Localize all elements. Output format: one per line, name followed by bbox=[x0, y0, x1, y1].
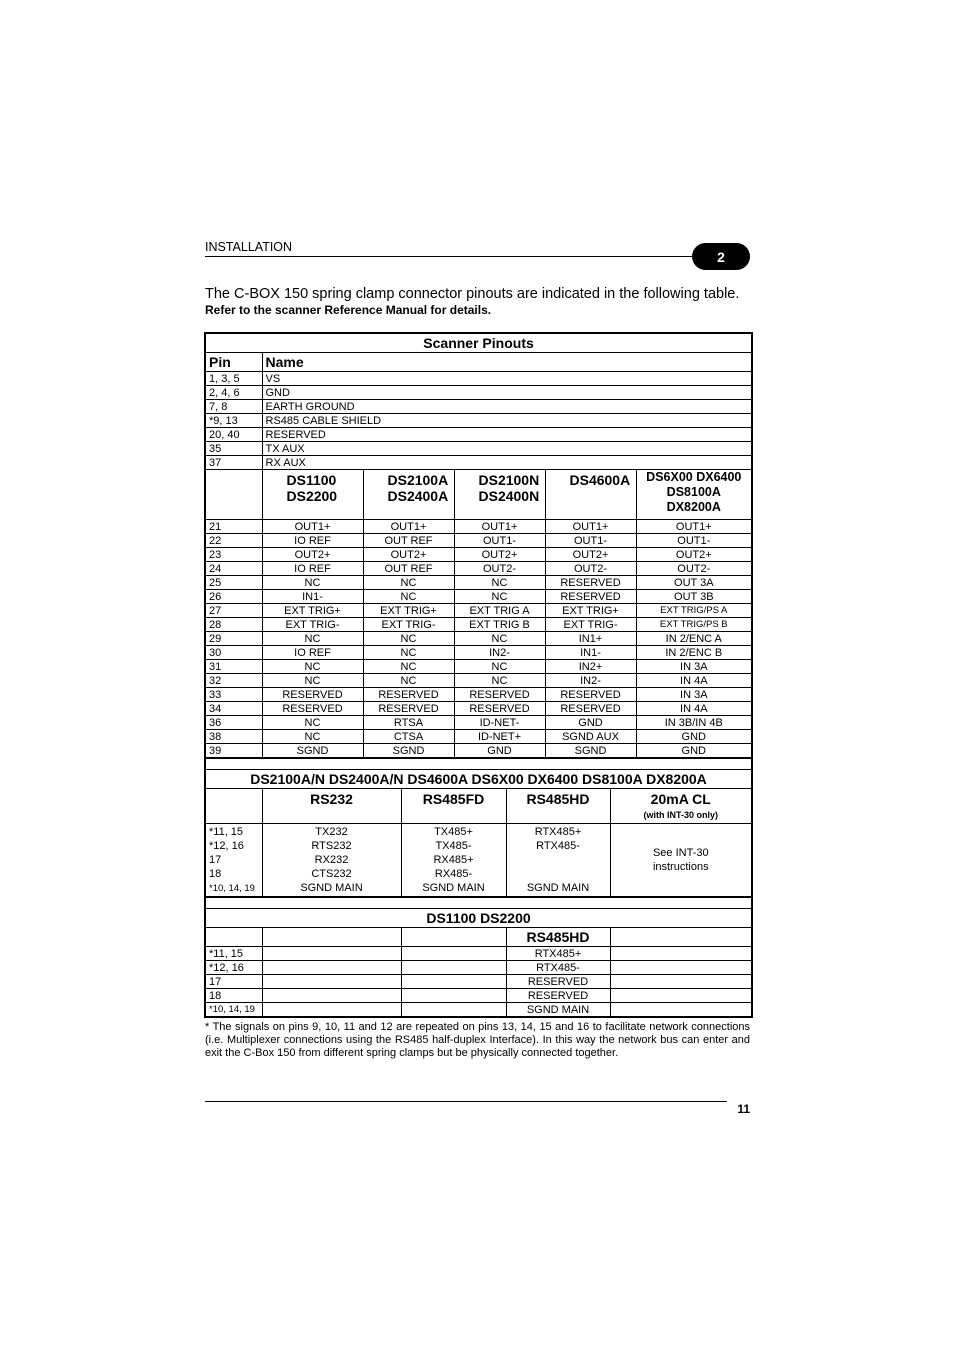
section-header: INSTALLATION bbox=[205, 240, 293, 254]
signal-cell: IN1- bbox=[262, 590, 363, 604]
signal-cell: OUT2- bbox=[454, 562, 545, 576]
table-title: Scanner Pinouts bbox=[205, 333, 752, 353]
footer-rule bbox=[205, 1101, 727, 1102]
group1-title: DS2100A/N DS2400A/N DS4600A DS6X00 DX6400 DS8100A DX8200A bbox=[205, 770, 752, 789]
group1-header-empty bbox=[205, 789, 262, 824]
interface-pinouts-table bbox=[204, 757, 753, 1018]
pin-cell: 29 bbox=[205, 632, 262, 646]
signal-cell: SGND MAIN bbox=[506, 1003, 610, 1018]
signal-cell: SGND bbox=[262, 744, 363, 759]
table-row bbox=[205, 442, 752, 456]
signal-cell: OUT2+ bbox=[262, 548, 363, 562]
table-row bbox=[205, 1003, 752, 1018]
pin-cell: 36 bbox=[205, 716, 262, 730]
signal-cell: NC bbox=[454, 590, 545, 604]
model-name: DS2400A bbox=[387, 488, 449, 504]
cell-line: TX485- bbox=[435, 840, 472, 852]
20ma-text-line1: See INT-30 bbox=[652, 847, 709, 859]
signal-cell: SGND bbox=[363, 744, 454, 759]
table-row bbox=[205, 646, 752, 660]
model-name: DS4600A bbox=[569, 472, 631, 488]
cell-line: SGND MAIN bbox=[300, 882, 363, 894]
cell-line: RTX485- bbox=[536, 840, 580, 852]
table-row bbox=[205, 604, 752, 618]
table-row bbox=[205, 414, 752, 428]
table-row bbox=[205, 590, 752, 604]
table-row bbox=[205, 372, 752, 386]
empty-cell bbox=[610, 947, 752, 961]
model-header-1 bbox=[363, 470, 454, 520]
signal-cell: IN 3B/IN 4B bbox=[636, 716, 752, 730]
pin-cell: 17 bbox=[205, 975, 262, 989]
pin-cell: 34 bbox=[205, 702, 262, 716]
signal-cell: IN 3A bbox=[636, 660, 752, 674]
signal-cell: NC bbox=[262, 632, 363, 646]
empty-cell bbox=[610, 1003, 752, 1018]
table-row bbox=[205, 618, 752, 632]
cell-line: RTS232 bbox=[311, 840, 352, 852]
chapter-badge: 2 bbox=[692, 243, 750, 270]
signal-cell: IN 4A bbox=[636, 674, 752, 688]
signal-cell: OUT 3A bbox=[636, 576, 752, 590]
empty-cell bbox=[401, 961, 506, 975]
group1-pins-cell bbox=[205, 824, 262, 898]
rs485fd-values bbox=[401, 824, 506, 898]
model-name: DS2400N bbox=[478, 488, 540, 504]
signal-cell: IN2- bbox=[454, 646, 545, 660]
signal-cell: RESERVED bbox=[454, 688, 545, 702]
model-header-3 bbox=[545, 470, 636, 520]
pin-cell: 7, 8 bbox=[205, 400, 262, 414]
signal-cell: RESERVED bbox=[363, 688, 454, 702]
group2-rs485hd-header: RS485HD bbox=[506, 928, 610, 947]
cell-line: *10, 14, 19 bbox=[209, 883, 255, 894]
model-header-4 bbox=[636, 470, 752, 520]
signal-cell: RESERVED bbox=[262, 688, 363, 702]
table-row bbox=[205, 674, 752, 688]
signal-cell: IN1- bbox=[545, 646, 636, 660]
pin-cell: 18 bbox=[205, 989, 262, 1003]
empty-cell bbox=[401, 975, 506, 989]
20ma-label: 20mA CL bbox=[650, 791, 711, 807]
signal-cell: RESERVED bbox=[506, 989, 610, 1003]
pin-cell: 27 bbox=[205, 604, 262, 618]
cell-line: CTS232 bbox=[311, 868, 352, 880]
signal-cell: NC bbox=[454, 674, 545, 688]
table-row bbox=[205, 989, 752, 1003]
signal-cell: RESERVED bbox=[545, 576, 636, 590]
signal-cell: RTX485+ bbox=[506, 947, 610, 961]
table-row bbox=[205, 702, 752, 716]
empty-cell bbox=[401, 947, 506, 961]
table-row bbox=[205, 400, 752, 414]
signal-cell: IN 2/ENC B bbox=[636, 646, 752, 660]
signal-cell: RTX485- bbox=[506, 961, 610, 975]
cell-line: RX232 bbox=[314, 854, 349, 866]
signal-cell: OUT REF bbox=[363, 534, 454, 548]
table-row bbox=[205, 961, 752, 975]
name-cell: TX AUX bbox=[262, 442, 752, 456]
pin-cell: 32 bbox=[205, 674, 262, 688]
signal-cell: OUT2+ bbox=[545, 548, 636, 562]
name-cell: RESERVED bbox=[262, 428, 752, 442]
signal-cell: IN 2/ENC A bbox=[636, 632, 752, 646]
signal-cell: IO REF bbox=[262, 646, 363, 660]
group2-header-empty bbox=[401, 928, 506, 947]
signal-cell: OUT2- bbox=[636, 562, 752, 576]
signal-cell: EXT TRIG- bbox=[363, 618, 454, 632]
model-name: DS1100 bbox=[286, 472, 337, 488]
table-row bbox=[205, 716, 752, 730]
signal-cell: NC bbox=[262, 576, 363, 590]
spacer-row bbox=[205, 897, 752, 909]
pin-cell: 24 bbox=[205, 562, 262, 576]
signal-cell: OUT1+ bbox=[545, 520, 636, 534]
table-row bbox=[205, 386, 752, 400]
group2-header-empty bbox=[610, 928, 752, 947]
pin-cell: *9, 13 bbox=[205, 414, 262, 428]
signal-cell: NC bbox=[363, 646, 454, 660]
signal-cell: OUT1+ bbox=[262, 520, 363, 534]
signal-cell: IN 4A bbox=[636, 702, 752, 716]
signal-cell: NC bbox=[454, 632, 545, 646]
signal-cell: NC bbox=[262, 730, 363, 744]
signal-cell: RESERVED bbox=[545, 590, 636, 604]
pin-cell: 39 bbox=[205, 744, 262, 759]
scanner-pinouts-table bbox=[204, 332, 753, 759]
signal-cell: GND bbox=[636, 744, 752, 759]
spacer-row bbox=[205, 758, 752, 770]
model-name: DS2100A bbox=[387, 472, 449, 488]
signal-cell: OUT REF bbox=[363, 562, 454, 576]
group2-title: DS1100 DS2200 bbox=[205, 909, 752, 928]
cell-line: 17 bbox=[209, 854, 222, 866]
pin-cell: 2, 4, 6 bbox=[205, 386, 262, 400]
empty-cell bbox=[262, 989, 401, 1003]
pin-cell: 35 bbox=[205, 442, 262, 456]
header-rule bbox=[205, 256, 725, 257]
signal-cell: OUT1- bbox=[545, 534, 636, 548]
model-name: DS2100N bbox=[478, 472, 540, 488]
20ma-text-line2: instructions bbox=[652, 861, 709, 873]
signal-cell: GND bbox=[636, 730, 752, 744]
page-number: 11 bbox=[737, 1102, 750, 1116]
cell-line: TX232 bbox=[315, 826, 348, 838]
signal-cell: OUT2- bbox=[545, 562, 636, 576]
pin-cell: 1, 3, 5 bbox=[205, 372, 262, 386]
cell-line: RX485+ bbox=[433, 854, 474, 866]
signal-cell: OUT2+ bbox=[454, 548, 545, 562]
table-row bbox=[205, 975, 752, 989]
signal-cell: SGND bbox=[545, 744, 636, 759]
signal-cell: RESERVED bbox=[454, 702, 545, 716]
signal-cell: IN2+ bbox=[545, 660, 636, 674]
signal-cell: EXT TRIG B bbox=[454, 618, 545, 632]
empty-cell bbox=[262, 975, 401, 989]
pin-cell: 37 bbox=[205, 456, 262, 470]
signal-cell: NC bbox=[262, 674, 363, 688]
table-row bbox=[205, 632, 752, 646]
rs485fd-header: RS485FD bbox=[401, 789, 506, 824]
signal-cell: ID-NET- bbox=[454, 716, 545, 730]
signal-cell: IN2- bbox=[545, 674, 636, 688]
signal-cell: OUT2+ bbox=[363, 548, 454, 562]
pin-cell: 20, 40 bbox=[205, 428, 262, 442]
table-row bbox=[205, 562, 752, 576]
name-column-header: Name bbox=[262, 353, 752, 372]
signal-cell: OUT1- bbox=[636, 534, 752, 548]
name-cell: VS bbox=[262, 372, 752, 386]
empty-cell bbox=[262, 961, 401, 975]
signal-cell: RESERVED bbox=[545, 688, 636, 702]
model-header-row bbox=[205, 470, 752, 520]
footnote: * The signals on pins 9, 10, 11 and 12 are repeated on pins 13, 14, 15 and 16 to facilitate network connections (i.e. Multiplexer connections using the RS485 half-duplex Interface). In this way the network bus can enter and exit the C-Box 150 from different spring clamps but be physically connected together. bbox=[205, 1021, 750, 1059]
empty-cell bbox=[262, 947, 401, 961]
model-header-0 bbox=[262, 470, 363, 520]
name-cell: GND bbox=[262, 386, 752, 400]
signal-cell: EXT TRIG+ bbox=[363, 604, 454, 618]
table-row bbox=[205, 520, 752, 534]
empty-cell bbox=[401, 989, 506, 1003]
signal-cell: EXT TRIG/PS B bbox=[636, 618, 752, 632]
pin-cell: *11, 15 bbox=[205, 947, 262, 961]
signal-cell: NC bbox=[454, 660, 545, 674]
pin-cell: 38 bbox=[205, 730, 262, 744]
cell-line: 18 bbox=[209, 868, 222, 880]
signal-cell: EXT TRIG/PS A bbox=[636, 604, 752, 618]
empty-cell bbox=[610, 975, 752, 989]
signal-cell: RTSA bbox=[363, 716, 454, 730]
signal-cell: OUT1+ bbox=[363, 520, 454, 534]
signal-cell: GND bbox=[545, 716, 636, 730]
signal-cell: OUT1+ bbox=[454, 520, 545, 534]
signal-cell: EXT TRIG- bbox=[545, 618, 636, 632]
signal-cell: CTSA bbox=[363, 730, 454, 744]
signal-cell: RESERVED bbox=[506, 975, 610, 989]
signal-cell: SGND AUX bbox=[545, 730, 636, 744]
signal-cell: NC bbox=[262, 660, 363, 674]
table-row bbox=[205, 730, 752, 744]
table-row bbox=[205, 688, 752, 702]
signal-cell: IN 3A bbox=[636, 688, 752, 702]
cell-line: TX485+ bbox=[434, 826, 473, 838]
cell-line: SGND MAIN bbox=[422, 882, 485, 894]
signal-cell: IN1+ bbox=[545, 632, 636, 646]
20ma-note: (with INT-30 only) bbox=[643, 810, 719, 820]
pin-cell: 21 bbox=[205, 520, 262, 534]
signal-cell: EXT TRIG A bbox=[454, 604, 545, 618]
signal-cell: NC bbox=[363, 576, 454, 590]
group2-header-empty bbox=[205, 928, 262, 947]
20ma-values bbox=[610, 824, 752, 898]
table-row bbox=[205, 534, 752, 548]
model-header-empty bbox=[205, 470, 262, 520]
signal-cell: RESERVED bbox=[545, 702, 636, 716]
signal-cell: OUT2+ bbox=[636, 548, 752, 562]
rs232-values bbox=[262, 824, 401, 898]
signal-cell: GND bbox=[454, 744, 545, 759]
table-row bbox=[205, 456, 752, 470]
rs485hd-values bbox=[506, 824, 610, 898]
signal-cell: EXT TRIG+ bbox=[262, 604, 363, 618]
signal-cell: EXT TRIG- bbox=[262, 618, 363, 632]
cell-line: *11, 15 bbox=[209, 826, 244, 838]
model-header-2 bbox=[454, 470, 545, 520]
intro-note: Refer to the scanner Reference Manual for details. bbox=[205, 303, 492, 317]
pin-cell: *10, 14, 19 bbox=[205, 1003, 262, 1018]
signal-cell: EXT TRIG+ bbox=[545, 604, 636, 618]
pin-cell: 30 bbox=[205, 646, 262, 660]
signal-cell: IO REF bbox=[262, 534, 363, 548]
signal-cell: ID-NET+ bbox=[454, 730, 545, 744]
signal-cell: NC bbox=[262, 716, 363, 730]
signal-cell: RESERVED bbox=[363, 702, 454, 716]
rs485hd-header: RS485HD bbox=[506, 789, 610, 824]
intro-text: The C-BOX 150 spring clamp connector pinouts are indicated in the following table. bbox=[205, 286, 740, 302]
signal-cell: OUT1- bbox=[454, 534, 545, 548]
pin-cell: 31 bbox=[205, 660, 262, 674]
signal-cell: OUT1+ bbox=[636, 520, 752, 534]
pin-cell: 26 bbox=[205, 590, 262, 604]
cell-line: RTX485+ bbox=[534, 826, 582, 838]
table-row bbox=[205, 548, 752, 562]
signal-cell: NC bbox=[363, 660, 454, 674]
cell-line: SGND MAIN bbox=[526, 882, 590, 894]
20ma-header bbox=[610, 789, 752, 824]
name-cell: RS485 CABLE SHIELD bbox=[262, 414, 752, 428]
empty-cell bbox=[401, 1003, 506, 1018]
signal-cell: OUT 3B bbox=[636, 590, 752, 604]
cell-line: RX485- bbox=[434, 868, 473, 880]
cell-line: *12, 16 bbox=[209, 840, 244, 852]
pin-cell: 25 bbox=[205, 576, 262, 590]
model-name: DS8100A bbox=[666, 485, 721, 499]
pin-cell: *12, 16 bbox=[205, 961, 262, 975]
pin-column-header: Pin bbox=[205, 353, 262, 372]
signal-cell: NC bbox=[363, 674, 454, 688]
empty-cell bbox=[610, 961, 752, 975]
model-name: DS2200 bbox=[286, 488, 338, 504]
pin-cell: 23 bbox=[205, 548, 262, 562]
model-name: DX8200A bbox=[666, 500, 721, 514]
name-cell: RX AUX bbox=[262, 456, 752, 470]
table-row bbox=[205, 660, 752, 674]
pin-cell: 33 bbox=[205, 688, 262, 702]
pin-cell: 28 bbox=[205, 618, 262, 632]
empty-cell bbox=[610, 989, 752, 1003]
signal-cell: NC bbox=[454, 576, 545, 590]
table-row bbox=[205, 576, 752, 590]
pin-cell: 22 bbox=[205, 534, 262, 548]
table-row bbox=[205, 428, 752, 442]
model-name: DS6X00 DX6400 bbox=[646, 470, 742, 484]
signal-cell: NC bbox=[363, 590, 454, 604]
group2-header-empty bbox=[262, 928, 401, 947]
rs232-header: RS232 bbox=[262, 789, 401, 824]
signal-cell: NC bbox=[363, 632, 454, 646]
signal-cell: IO REF bbox=[262, 562, 363, 576]
signal-cell: RESERVED bbox=[262, 702, 363, 716]
table-row bbox=[205, 947, 752, 961]
table-row bbox=[205, 744, 752, 759]
empty-cell bbox=[262, 1003, 401, 1018]
name-cell: EARTH GROUND bbox=[262, 400, 752, 414]
